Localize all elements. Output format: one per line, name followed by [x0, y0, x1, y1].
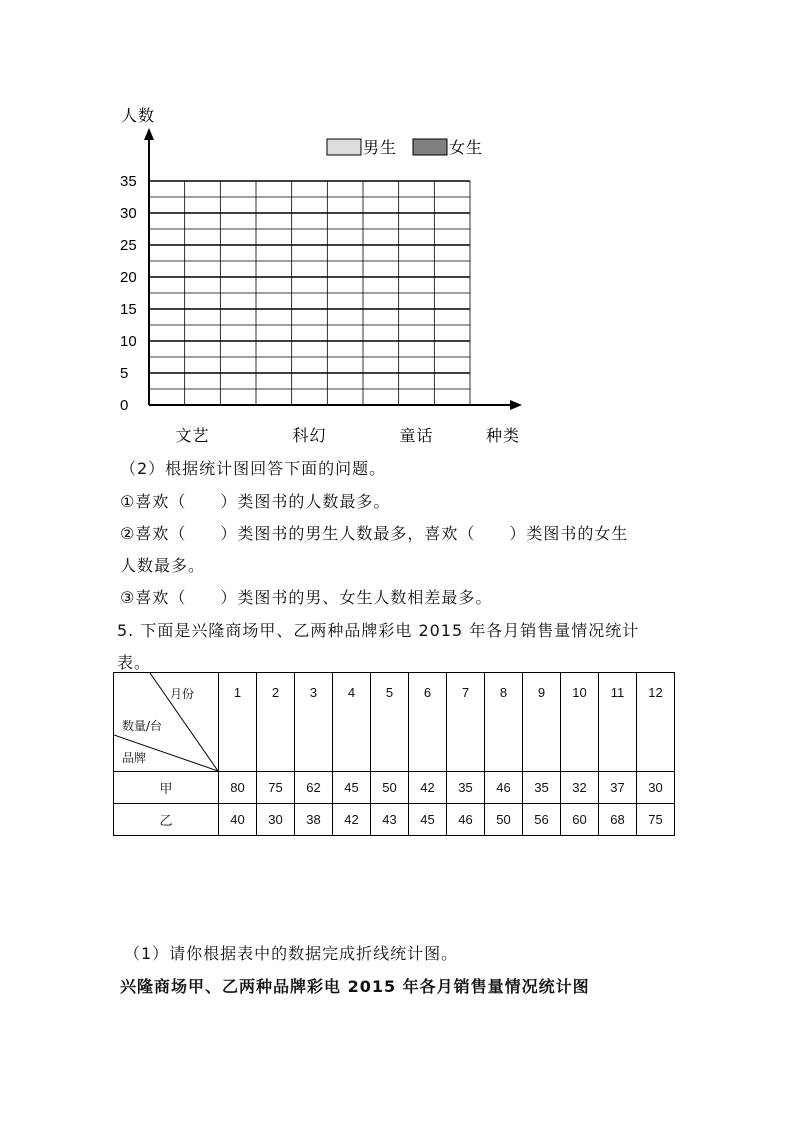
month-header: 2 — [257, 673, 295, 772]
value-cell: 60 — [561, 804, 599, 836]
corner-month-label: 月份 — [170, 687, 195, 701]
month-header: 1 — [219, 673, 257, 772]
y-tick-label: 10 — [120, 333, 137, 350]
value-cell: 35 — [523, 772, 561, 804]
legend-swatch — [413, 139, 447, 155]
value-cell: 45 — [409, 804, 447, 836]
corner-brand-label: 品牌 — [122, 751, 147, 765]
month-header: 5 — [371, 673, 409, 772]
question-2-1: ①喜欢（ ）类图书的人数最多。 — [120, 492, 391, 511]
value-cell: 32 — [561, 772, 599, 804]
y-tick-label: 30 — [120, 205, 137, 222]
brand-cell: 甲 — [114, 772, 219, 804]
value-cell: 68 — [599, 804, 637, 836]
y-tick-label: 25 — [120, 237, 137, 254]
value-cell: 50 — [371, 772, 409, 804]
value-cell: 46 — [485, 772, 523, 804]
table-header-row — [114, 673, 675, 772]
sales-table — [113, 672, 675, 836]
month-header: 10 — [561, 673, 599, 772]
table-corner-cell — [114, 673, 219, 772]
y-axis-arrow — [144, 128, 154, 140]
x-category-label: 童话 — [399, 426, 434, 445]
month-header: 6 — [409, 673, 447, 772]
value-cell: 42 — [409, 772, 447, 804]
line-chart-title: 兴隆商场甲、乙两种品牌彩电 2015 年各月销售量情况统计图 — [120, 977, 590, 996]
value-cell: 37 — [599, 772, 637, 804]
month-header: 4 — [333, 673, 371, 772]
question-2-intro: （2）根据统计图回答下面的问题。 — [120, 459, 387, 478]
value-cell: 42 — [333, 804, 371, 836]
month-header: 11 — [599, 673, 637, 772]
x-axis-label: 种类 — [486, 426, 521, 445]
value-cell: 50 — [485, 804, 523, 836]
y-tick-label: 5 — [120, 365, 129, 382]
value-cell: 56 — [523, 804, 561, 836]
y-tick-labels — [120, 173, 137, 414]
y-tick-label: 15 — [120, 301, 137, 318]
y-axis-label: 人数 — [121, 106, 156, 125]
x-axis-arrow — [510, 400, 522, 410]
legend-label: 女生 — [449, 138, 484, 157]
x-category-labels — [175, 426, 433, 445]
value-cell: 75 — [637, 804, 675, 836]
value-cell: 43 — [371, 804, 409, 836]
question-2-2b: 人数最多。 — [120, 556, 206, 575]
month-header: 3 — [295, 673, 333, 772]
value-cell: 62 — [295, 772, 333, 804]
value-cell: 45 — [333, 772, 371, 804]
value-cell: 30 — [257, 804, 295, 836]
question-2-3: ③喜欢（ ）类图书的男、女生人数相差最多。 — [120, 588, 493, 607]
value-cell: 80 — [219, 772, 257, 804]
y-tick-label: 0 — [120, 397, 129, 414]
value-cell: 35 — [447, 772, 485, 804]
question-2-2a: ②喜欢（ ）类图书的男生人数最多，喜欢（ ）类图书的女生 — [120, 524, 629, 543]
month-header: 7 — [447, 673, 485, 772]
brand-cell: 乙 — [114, 804, 219, 836]
month-header: 9 — [523, 673, 561, 772]
question-5-1: （1）请你根据表中的数据完成折线统计图。 — [124, 944, 459, 963]
question-5-line1: 5. 下面是兴隆商场甲、乙两种品牌彩电 2015 年各月销售量情况统计 — [117, 621, 640, 640]
legend-swatch — [327, 139, 361, 155]
table-row — [114, 772, 675, 804]
y-tick-label: 20 — [120, 269, 137, 286]
legend-label: 男生 — [363, 138, 398, 157]
value-cell: 30 — [637, 772, 675, 804]
month-header: 8 — [485, 673, 523, 772]
value-cell: 46 — [447, 804, 485, 836]
bar-chart — [0, 0, 793, 460]
question-5-line2: 表。 — [117, 653, 152, 672]
month-header: 12 — [637, 673, 675, 772]
corner-qty-label: 数量/台 — [122, 719, 163, 733]
y-tick-label: 35 — [120, 173, 137, 190]
table-row — [114, 804, 675, 836]
value-cell: 38 — [295, 804, 333, 836]
chart-legend — [327, 138, 483, 157]
x-category-label: 文艺 — [175, 426, 210, 445]
value-cell: 40 — [219, 804, 257, 836]
value-cell: 75 — [257, 772, 295, 804]
x-category-label: 科幻 — [292, 426, 327, 445]
chart-grid — [149, 181, 470, 405]
